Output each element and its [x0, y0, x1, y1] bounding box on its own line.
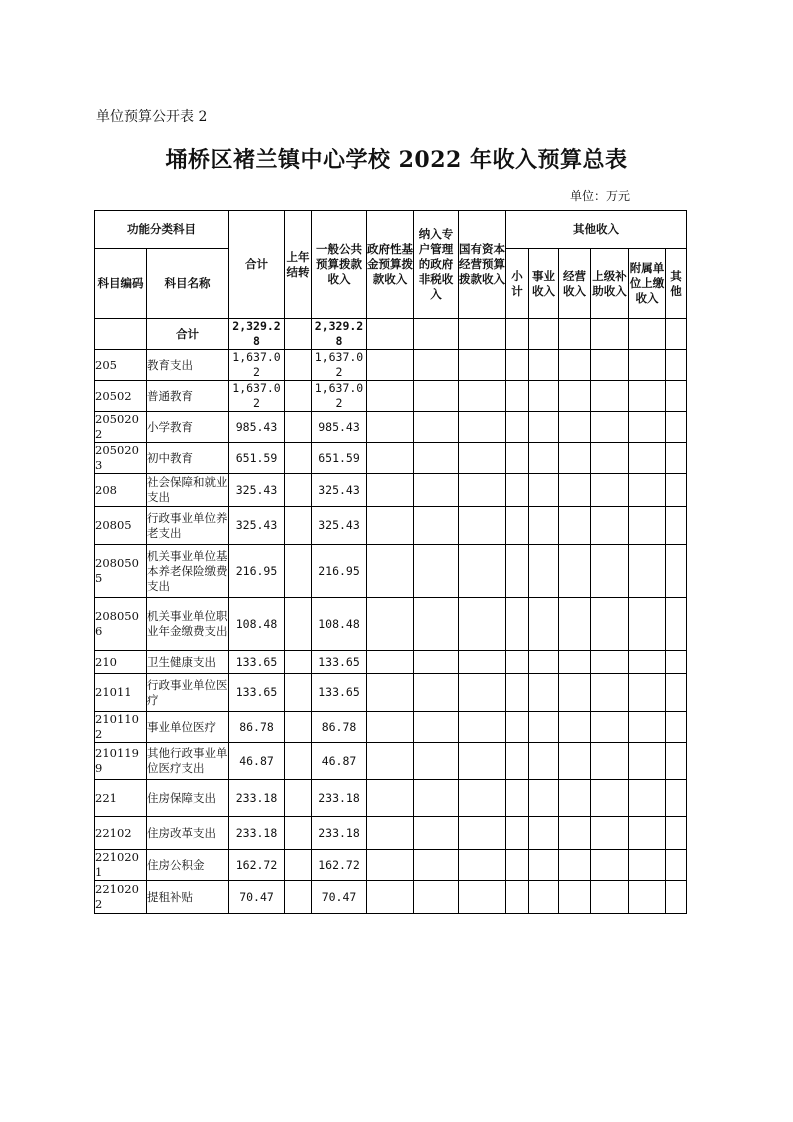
header-carryover: 上年结转: [285, 211, 312, 319]
superior-subsidy-cell: [591, 545, 629, 598]
superior-subsidy-cell: [591, 881, 629, 914]
subtotal-cell: [506, 350, 529, 381]
name-cell: 卫生健康支出: [147, 651, 229, 674]
total-total: 2,329.28: [229, 319, 285, 350]
table-row: [95, 780, 687, 817]
business-cell: [529, 507, 559, 545]
gov-fund-cell: [367, 443, 414, 474]
other-cell: [666, 350, 687, 381]
business-cell: [529, 674, 559, 712]
gov-fund-cell: [367, 712, 414, 743]
subtotal-cell: [506, 381, 529, 412]
state-capital-cell: [459, 651, 506, 674]
general-budget-cell: 233.18: [312, 817, 367, 850]
code-cell: 2101199: [95, 743, 147, 780]
gov-fund-cell: [367, 381, 414, 412]
name-cell: 住房保障支出: [147, 780, 229, 817]
header-func-class: 功能分类科目: [95, 211, 229, 249]
subtotal-cell: [506, 412, 529, 443]
income-budget-table: [94, 210, 687, 914]
nontax-cell: [414, 712, 459, 743]
superior-subsidy-cell: [591, 474, 629, 507]
header-superior-subsidy: 上级补助收入: [591, 249, 629, 319]
subtotal-cell: [506, 443, 529, 474]
carryover-cell: [285, 780, 312, 817]
table-row: [95, 443, 687, 474]
operating-cell: [559, 850, 591, 881]
business-cell: [529, 545, 559, 598]
empty-cell: [285, 319, 312, 350]
table-row: [95, 381, 687, 412]
nontax-cell: [414, 850, 459, 881]
code-cell: 2210201: [95, 850, 147, 881]
other-cell: [666, 712, 687, 743]
total-cell: 86.78: [229, 712, 285, 743]
business-cell: [529, 743, 559, 780]
code-cell: 205: [95, 350, 147, 381]
table-row: [95, 474, 687, 507]
general-budget-cell: 233.18: [312, 780, 367, 817]
operating-cell: [559, 350, 591, 381]
superior-subsidy-cell: [591, 507, 629, 545]
superior-subsidy-cell: [591, 651, 629, 674]
superior-subsidy-cell: [591, 598, 629, 651]
operating-cell: [559, 598, 591, 651]
other-cell: [666, 598, 687, 651]
nontax-cell: [414, 881, 459, 914]
gov-fund-cell: [367, 674, 414, 712]
table-row: [95, 674, 687, 712]
superior-subsidy-cell: [591, 443, 629, 474]
general-budget-cell: 70.47: [312, 881, 367, 914]
state-capital-cell: [459, 712, 506, 743]
subtotal-cell: [506, 850, 529, 881]
table-row: [95, 743, 687, 780]
subtotal-cell: [506, 743, 529, 780]
other-cell: [666, 651, 687, 674]
state-capital-cell: [459, 881, 506, 914]
gov-fund-cell: [367, 850, 414, 881]
total-cell: 216.95: [229, 545, 285, 598]
business-cell: [529, 817, 559, 850]
gov-fund-cell: [367, 817, 414, 850]
name-cell: 提租补贴: [147, 881, 229, 914]
affiliated-cell: [629, 598, 666, 651]
general-budget-cell: 325.43: [312, 474, 367, 507]
superior-subsidy-cell: [591, 712, 629, 743]
operating-cell: [559, 712, 591, 743]
other-cell: [666, 381, 687, 412]
carryover-cell: [285, 850, 312, 881]
nontax-cell: [414, 780, 459, 817]
affiliated-cell: [629, 743, 666, 780]
table-row: [95, 412, 687, 443]
total-cell: 233.18: [229, 780, 285, 817]
code-cell: 221: [95, 780, 147, 817]
header-affiliated: 附属单位上缴收入: [629, 249, 666, 319]
total-cell: 325.43: [229, 474, 285, 507]
state-capital-cell: [459, 780, 506, 817]
general-budget-cell: 1,637.02: [312, 350, 367, 381]
total-general-budget: 2,329.28: [312, 319, 367, 350]
name-cell: 机关事业单位职业年金缴费支出: [147, 598, 229, 651]
header-other-income: 其他收入: [506, 211, 687, 249]
operating-cell: [559, 674, 591, 712]
code-cell: 2101102: [95, 712, 147, 743]
carryover-cell: [285, 651, 312, 674]
empty-cell: [666, 319, 687, 350]
superior-subsidy-cell: [591, 850, 629, 881]
other-cell: [666, 507, 687, 545]
general-budget-cell: 162.72: [312, 850, 367, 881]
carryover-cell: [285, 474, 312, 507]
nontax-cell: [414, 651, 459, 674]
subtotal-cell: [506, 674, 529, 712]
operating-cell: [559, 412, 591, 443]
code-cell: 20502: [95, 381, 147, 412]
name-cell: 初中教育: [147, 443, 229, 474]
total-label: 合计: [147, 319, 229, 350]
carryover-cell: [285, 443, 312, 474]
name-cell: 住房公积金: [147, 850, 229, 881]
affiliated-cell: [629, 412, 666, 443]
business-cell: [529, 712, 559, 743]
header-business: 事业收入: [529, 249, 559, 319]
gov-fund-cell: [367, 651, 414, 674]
total-cell: 1,637.02: [229, 381, 285, 412]
total-row: [95, 319, 687, 350]
gov-fund-cell: [367, 881, 414, 914]
total-code-cell: [95, 319, 147, 350]
total-cell: 233.18: [229, 817, 285, 850]
general-budget-cell: 651.59: [312, 443, 367, 474]
gov-fund-cell: [367, 350, 414, 381]
code-cell: 20805: [95, 507, 147, 545]
total-cell: 985.43: [229, 412, 285, 443]
header-name: 科目名称: [147, 249, 229, 319]
header-other: 其他: [666, 249, 687, 319]
nontax-cell: [414, 381, 459, 412]
name-cell: 机关事业单位基本养老保险缴费支出: [147, 545, 229, 598]
carryover-cell: [285, 743, 312, 780]
carryover-cell: [285, 598, 312, 651]
code-cell: 2210202: [95, 881, 147, 914]
affiliated-cell: [629, 443, 666, 474]
empty-cell: [506, 319, 529, 350]
business-cell: [529, 780, 559, 817]
page-title: 埇桥区褚兰镇中心学校 2022 年收入预算总表: [165, 147, 628, 173]
subtotal-cell: [506, 881, 529, 914]
carryover-cell: [285, 712, 312, 743]
table-row: [95, 545, 687, 598]
gov-fund-cell: [367, 412, 414, 443]
code-cell: 21011: [95, 674, 147, 712]
nontax-cell: [414, 598, 459, 651]
total-cell: 133.65: [229, 651, 285, 674]
superior-subsidy-cell: [591, 350, 629, 381]
superior-subsidy-cell: [591, 412, 629, 443]
business-cell: [529, 474, 559, 507]
name-cell: 其他行政事业单位医疗支出: [147, 743, 229, 780]
nontax-cell: [414, 545, 459, 598]
affiliated-cell: [629, 850, 666, 881]
other-cell: [666, 817, 687, 850]
carryover-cell: [285, 817, 312, 850]
table-row: [95, 881, 687, 914]
operating-cell: [559, 545, 591, 598]
nontax-cell: [414, 443, 459, 474]
operating-cell: [559, 743, 591, 780]
code-cell: 2050203: [95, 443, 147, 474]
empty-cell: [414, 319, 459, 350]
other-cell: [666, 412, 687, 443]
subtotal-cell: [506, 474, 529, 507]
empty-cell: [367, 319, 414, 350]
table-row: [95, 598, 687, 651]
subtotal-cell: [506, 651, 529, 674]
subtotal-cell: [506, 817, 529, 850]
business-cell: [529, 412, 559, 443]
business-cell: [529, 443, 559, 474]
general-budget-cell: 325.43: [312, 507, 367, 545]
total-cell: 325.43: [229, 507, 285, 545]
total-cell: 651.59: [229, 443, 285, 474]
general-budget-cell: 46.87: [312, 743, 367, 780]
affiliated-cell: [629, 507, 666, 545]
affiliated-cell: [629, 881, 666, 914]
state-capital-cell: [459, 443, 506, 474]
gov-fund-cell: [367, 743, 414, 780]
superior-subsidy-cell: [591, 674, 629, 712]
general-budget-cell: 133.65: [312, 674, 367, 712]
name-cell: 普通教育: [147, 381, 229, 412]
code-cell: 2050202: [95, 412, 147, 443]
state-capital-cell: [459, 474, 506, 507]
general-budget-cell: 216.95: [312, 545, 367, 598]
affiliated-cell: [629, 381, 666, 412]
general-budget-cell: 133.65: [312, 651, 367, 674]
gov-fund-cell: [367, 545, 414, 598]
affiliated-cell: [629, 817, 666, 850]
affiliated-cell: [629, 474, 666, 507]
empty-cell: [459, 319, 506, 350]
operating-cell: [559, 443, 591, 474]
total-cell: 70.47: [229, 881, 285, 914]
table-row: [95, 350, 687, 381]
superior-subsidy-cell: [591, 780, 629, 817]
table-row: [95, 651, 687, 674]
state-capital-cell: [459, 381, 506, 412]
nontax-cell: [414, 507, 459, 545]
nontax-cell: [414, 817, 459, 850]
subtotal-cell: [506, 545, 529, 598]
other-cell: [666, 545, 687, 598]
superior-subsidy-cell: [591, 817, 629, 850]
state-capital-cell: [459, 598, 506, 651]
name-cell: 行政事业单位医疗: [147, 674, 229, 712]
carryover-cell: [285, 545, 312, 598]
other-cell: [666, 474, 687, 507]
business-cell: [529, 850, 559, 881]
business-cell: [529, 651, 559, 674]
affiliated-cell: [629, 350, 666, 381]
state-capital-cell: [459, 507, 506, 545]
operating-cell: [559, 474, 591, 507]
nontax-cell: [414, 674, 459, 712]
affiliated-cell: [629, 651, 666, 674]
gov-fund-cell: [367, 507, 414, 545]
carryover-cell: [285, 881, 312, 914]
table-row: [95, 507, 687, 545]
operating-cell: [559, 817, 591, 850]
header-subtotal: 小计: [506, 249, 529, 319]
business-cell: [529, 881, 559, 914]
operating-cell: [559, 881, 591, 914]
code-cell: 22102: [95, 817, 147, 850]
total-cell: 1,637.02: [229, 350, 285, 381]
empty-cell: [629, 319, 666, 350]
gov-fund-cell: [367, 598, 414, 651]
business-cell: [529, 598, 559, 651]
name-cell: 住房改革支出: [147, 817, 229, 850]
general-budget-cell: 108.48: [312, 598, 367, 651]
subtotal-cell: [506, 780, 529, 817]
operating-cell: [559, 381, 591, 412]
subtotal-cell: [506, 598, 529, 651]
total-cell: 133.65: [229, 674, 285, 712]
operating-cell: [559, 507, 591, 545]
general-budget-cell: 1,637.02: [312, 381, 367, 412]
subtotal-cell: [506, 712, 529, 743]
affiliated-cell: [629, 780, 666, 817]
gov-fund-cell: [367, 780, 414, 817]
affiliated-cell: [629, 674, 666, 712]
carryover-cell: [285, 381, 312, 412]
operating-cell: [559, 651, 591, 674]
name-cell: 教育支出: [147, 350, 229, 381]
business-cell: [529, 381, 559, 412]
general-budget-cell: 86.78: [312, 712, 367, 743]
state-capital-cell: [459, 350, 506, 381]
other-cell: [666, 443, 687, 474]
affiliated-cell: [629, 545, 666, 598]
gov-fund-cell: [367, 474, 414, 507]
code-cell: 2080505: [95, 545, 147, 598]
state-capital-cell: [459, 817, 506, 850]
name-cell: 行政事业单位养老支出: [147, 507, 229, 545]
header-state-capital: 国有资本经营预算拨款收入: [459, 211, 506, 319]
subtotal-cell: [506, 507, 529, 545]
general-budget-cell: 985.43: [312, 412, 367, 443]
total-cell: 162.72: [229, 850, 285, 881]
carryover-cell: [285, 674, 312, 712]
code-cell: 208: [95, 474, 147, 507]
state-capital-cell: [459, 850, 506, 881]
state-capital-cell: [459, 545, 506, 598]
table-label: 单位预算公开表 2: [96, 109, 208, 125]
empty-cell: [591, 319, 629, 350]
table-row: [95, 712, 687, 743]
nontax-cell: [414, 743, 459, 780]
other-cell: [666, 743, 687, 780]
affiliated-cell: [629, 712, 666, 743]
empty-cell: [559, 319, 591, 350]
total-cell: 108.48: [229, 598, 285, 651]
carryover-cell: [285, 412, 312, 443]
superior-subsidy-cell: [591, 381, 629, 412]
header-operating: 经营收入: [559, 249, 591, 319]
header-code: 科目编码: [95, 249, 147, 319]
name-cell: 社会保障和就业支出: [147, 474, 229, 507]
header-general-budget: 一般公共预算拨款收入: [312, 211, 367, 319]
name-cell: 事业单位医疗: [147, 712, 229, 743]
carryover-cell: [285, 507, 312, 545]
total-cell: 46.87: [229, 743, 285, 780]
empty-cell: [529, 319, 559, 350]
operating-cell: [559, 780, 591, 817]
other-cell: [666, 881, 687, 914]
table-row: [95, 850, 687, 881]
other-cell: [666, 674, 687, 712]
header-nontax: 纳入专户管理的政府非税收入: [414, 211, 459, 319]
nontax-cell: [414, 350, 459, 381]
header-gov-fund: 政府性基金预算拨款收入: [367, 211, 414, 319]
nontax-cell: [414, 474, 459, 507]
carryover-cell: [285, 350, 312, 381]
header-total: 合计: [229, 211, 285, 319]
unit-label: 单位：万元: [570, 189, 631, 203]
code-cell: 210: [95, 651, 147, 674]
table-row: [95, 817, 687, 850]
state-capital-cell: [459, 674, 506, 712]
state-capital-cell: [459, 743, 506, 780]
other-cell: [666, 780, 687, 817]
state-capital-cell: [459, 412, 506, 443]
other-cell: [666, 850, 687, 881]
business-cell: [529, 350, 559, 381]
nontax-cell: [414, 412, 459, 443]
name-cell: 小学教育: [147, 412, 229, 443]
superior-subsidy-cell: [591, 743, 629, 780]
code-cell: 2080506: [95, 598, 147, 651]
